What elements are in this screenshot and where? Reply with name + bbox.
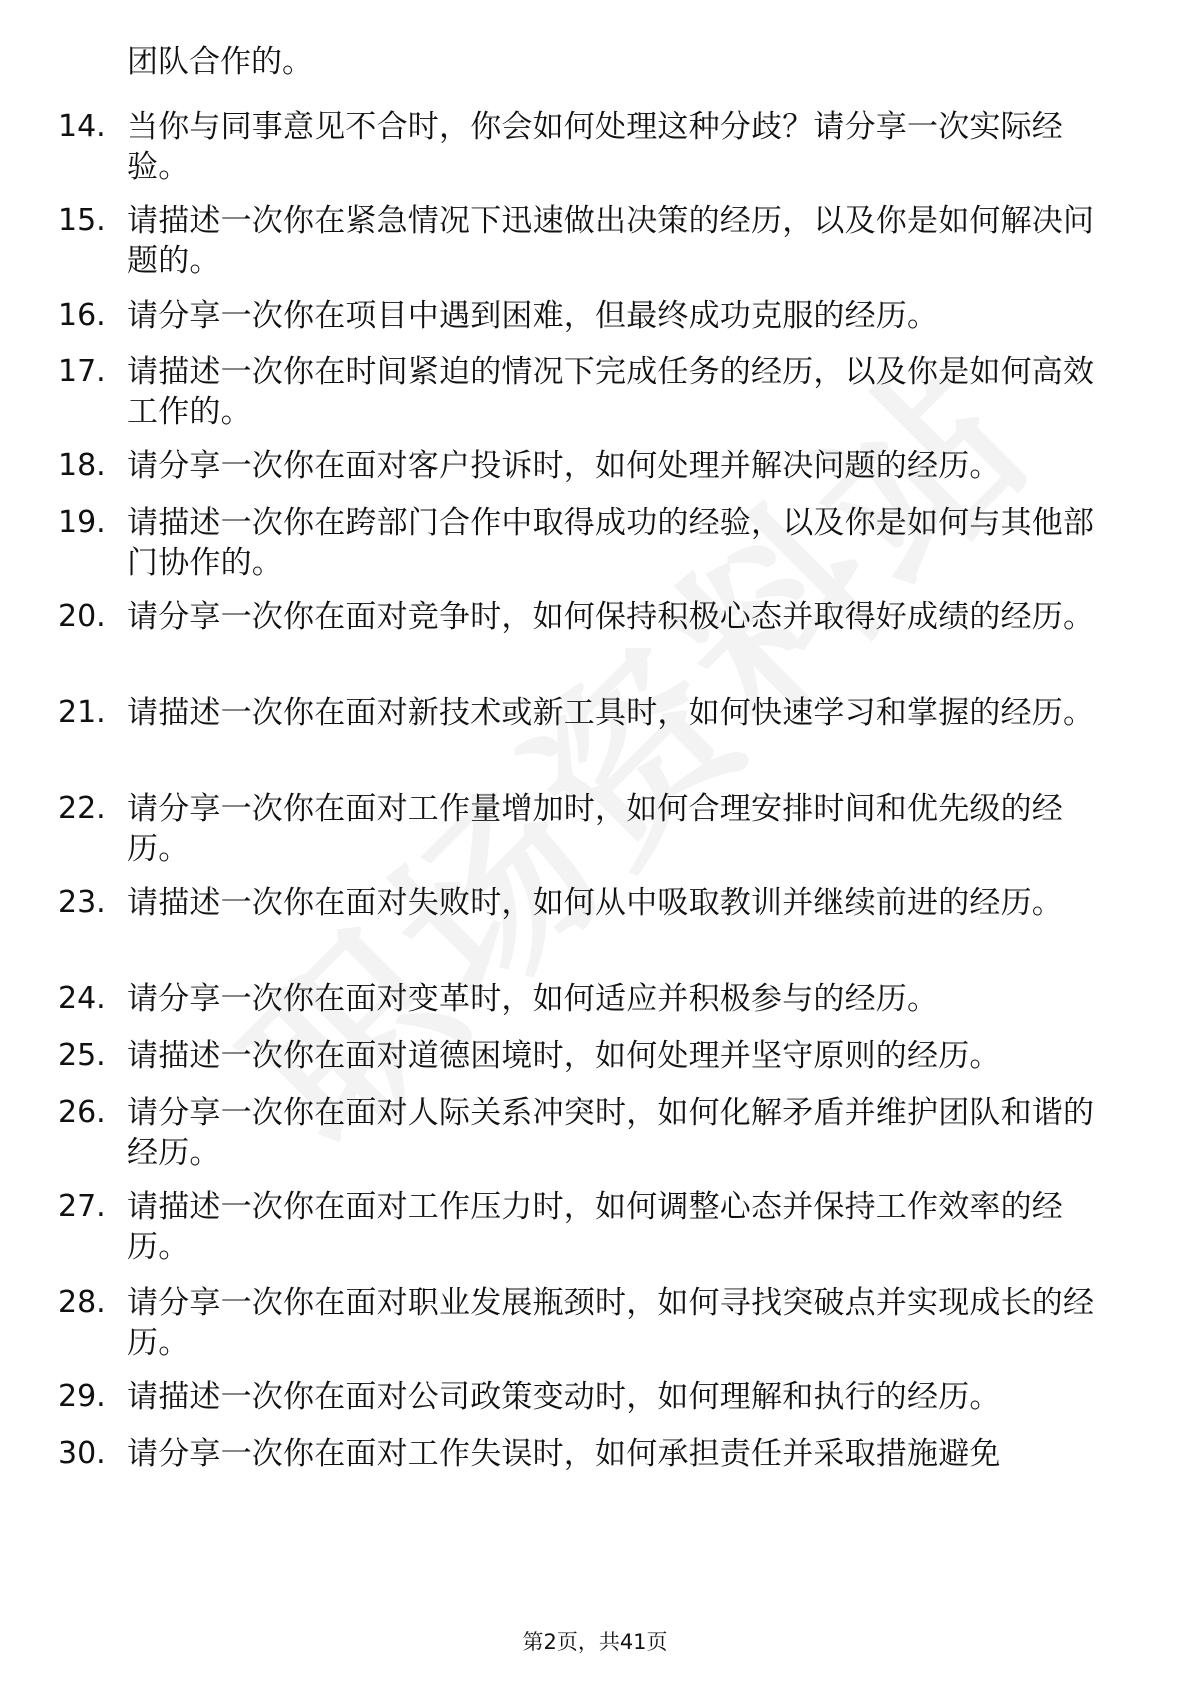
question-number: 26. — [58, 1095, 106, 1130]
question-number: 22. — [58, 791, 106, 826]
question-number: 19. — [58, 505, 106, 540]
question-text: 请分享一次你在面对人际关系冲突时，如何化解矛盾并维护团队和谐的经历。 — [127, 1095, 1095, 1171]
question-number: 24. — [58, 981, 106, 1016]
question-number: 15. — [58, 203, 106, 238]
question-number: 17. — [58, 354, 106, 389]
question-text: 请描述一次你在面对工作压力时，如何调整心态并保持工作效率的经历。 — [127, 1189, 1063, 1265]
question-text: 请描述一次你在跨部门合作中取得成功的经验，以及你是如何与其他部门协作的。 — [127, 505, 1095, 581]
question-text: 请分享一次你在面对职业发展瓶颈时，如何寻找突破点并实现成长的经历。 — [127, 1285, 1095, 1361]
question-text: 请描述一次你在面对道德困境时，如何处理并坚守原则的经历。 — [127, 1038, 1001, 1074]
question-text: 请分享一次你在面对客户投诉时，如何处理并解决问题的经历。 — [127, 448, 1001, 484]
question-text: 请描述一次你在紧急情况下迅速做出决策的经历，以及你是如何解决问题的。 — [127, 203, 1095, 279]
question-number: 18. — [58, 448, 106, 483]
question-number: 20. — [58, 599, 106, 634]
question-number: 29. — [58, 1379, 106, 1414]
question-text: 请分享一次你在面对竞争时，如何保持积极心态并取得好成绩的经历。 — [127, 599, 1095, 635]
question-number: 28. — [58, 1285, 106, 1320]
question-number: 30. — [58, 1436, 106, 1471]
question-text: 请描述一次你在面对新技术或新工具时，如何快速学习和掌握的经历。 — [127, 695, 1095, 731]
question-text: 请描述一次你在面对公司政策变动时，如何理解和执行的经历。 — [127, 1379, 1001, 1415]
question-text: 请分享一次你在项目中遇到困难，但最终成功克服的经历。 — [127, 298, 939, 334]
question-number: 21. — [58, 695, 106, 730]
question-text: 请分享一次你在面对变革时，如何适应并积极参与的经历。 — [127, 981, 939, 1017]
question-text: 请分享一次你在面对工作量增加时，如何合理安排时间和优先级的经历。 — [127, 791, 1063, 867]
question-number: 16. — [58, 298, 106, 333]
question-text: 当你与同事意见不合时，你会如何处理这种分歧？请分享一次实际经验。 — [127, 109, 1063, 185]
question-number: 14. — [58, 109, 106, 144]
question-number: 23. — [58, 885, 106, 920]
question-number: 27. — [58, 1189, 106, 1224]
question-text: 请描述一次你在面对失败时，如何从中吸取教训并继续前进的经历。 — [127, 885, 1063, 921]
continuation-text: 团队合作的。 — [127, 44, 313, 80]
question-text: 请分享一次你在面对工作失误时，如何承担责任并采取措施避免 — [127, 1436, 1001, 1472]
question-number: 25. — [58, 1038, 106, 1073]
question-text: 请描述一次你在时间紧迫的情况下完成任务的经历，以及你是如何高效工作的。 — [127, 354, 1095, 430]
page-footer: 第2页，共41页 — [522, 1630, 668, 1654]
